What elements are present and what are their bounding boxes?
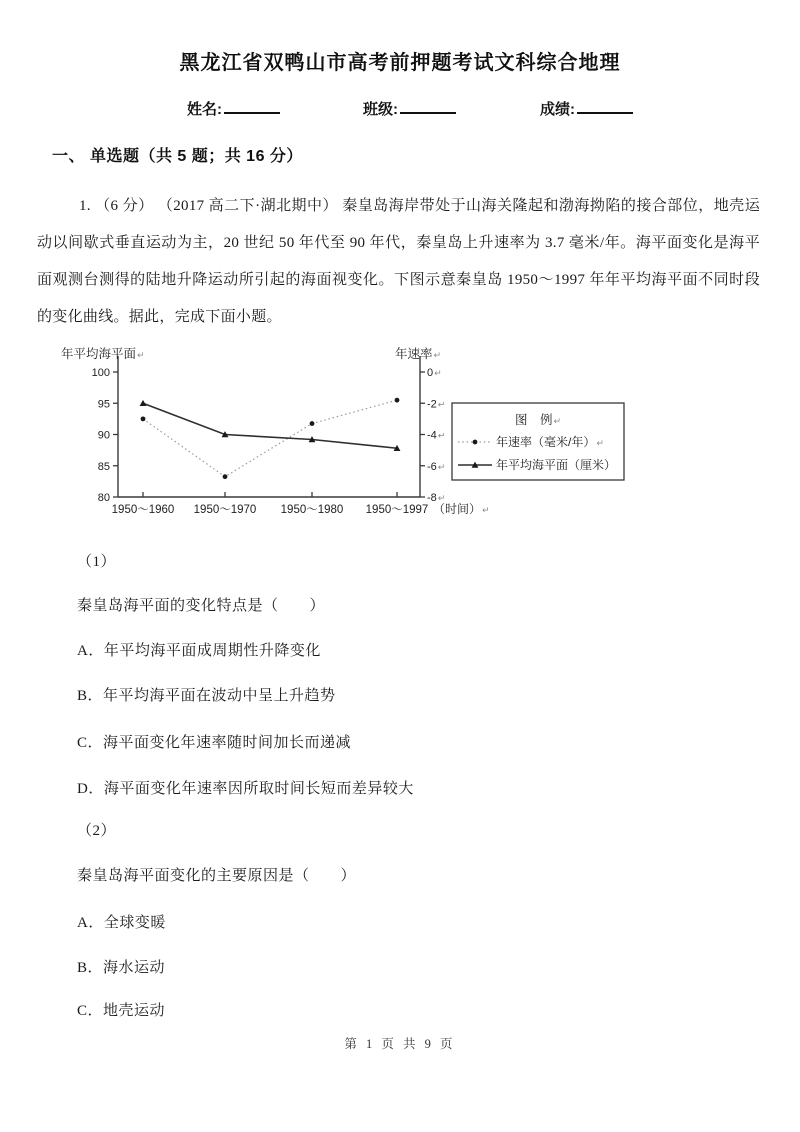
svg-text:-4↵: -4↵: [427, 429, 446, 442]
sub2-prompt: 秦皇岛海平面变化的主要原因是（ ）: [77, 868, 357, 884]
svg-text:80: 80: [97, 492, 110, 504]
svg-text:95: 95: [97, 398, 110, 411]
svg-text:90: 90: [97, 429, 110, 442]
page-number: 第 1 页 共 9 页: [344, 1037, 456, 1051]
svg-text:1950～1970: 1950～1970: [193, 504, 257, 516]
sub2-option-b: B．海水运动: [77, 960, 166, 976]
svg-text:100: 100: [91, 367, 110, 379]
score-field: [540, 98, 633, 119]
page-title: 黑龙江省双鸭山市高考前押题考试文科综合地理: [179, 52, 621, 74]
svg-text:1950～1997: 1950～1997: [365, 504, 429, 516]
svg-text:1950～1980: 1950～1980: [280, 504, 344, 516]
class-blank: [400, 99, 456, 114]
sub1-option-a: A．年平均海平面成周期性升降变化: [77, 643, 321, 659]
svg-text:（时间）↵: （时间）↵: [433, 502, 490, 516]
svg-text:85: 85: [97, 460, 110, 473]
class-label: 班级:: [363, 101, 398, 118]
svg-text:-2↵: -2↵: [427, 398, 446, 411]
svg-text:年速率（毫米/年）↵: 年速率（毫米/年）↵: [496, 435, 604, 449]
svg-text:年速率↵: 年速率↵: [395, 347, 442, 361]
sub1-option-d: D．海平面变化年速率因所取时间长短而差异较大: [77, 781, 414, 797]
svg-text:年平均海平面（厘米）: 年平均海平面（厘米）: [496, 458, 617, 472]
class-field: [363, 98, 456, 119]
svg-text:图 例↵: 图 例↵: [514, 413, 562, 427]
section-heading: 一、 单选题（共 5 题；共 16 分）: [52, 148, 303, 165]
sub1-prompt: 秦皇岛海平面的变化特点是（ ）: [77, 598, 326, 614]
svg-text:1950～1960: 1950～1960: [111, 504, 175, 516]
sea-level-chart: [55, 336, 675, 536]
name-blank: [224, 99, 280, 114]
svg-text:0↵: 0↵: [427, 367, 442, 379]
sub2-option-c: C．地壳运动: [77, 1003, 166, 1019]
question1-stem: 1. （6 分） （2017 高二下·湖北期中） 秦皇岛海岸带处于山海关隆起和渤海拗陷的接合部位，地壳运动以间歇式垂直运动为主，20 世纪 50 年代至 90 年代，秦皇岛上升速率为 3.7 毫米/年。海平面变化是海平面观测台测得的陆地升降运动所引起的海面视变化。下图示意秦皇岛 1950～1997 年年平均海平面不同时段的变化曲线。据此，完成下面小题。: [37, 198, 760, 325]
sub1-label: （1）: [77, 554, 117, 570]
sub2-option-a: A．全球变暖: [77, 915, 166, 931]
score-label: 成绩:: [540, 101, 575, 118]
svg-text:-6↵: -6↵: [427, 460, 446, 473]
sea-level-chart-svg: [55, 336, 675, 536]
name-label: 姓名:: [187, 101, 222, 118]
sub1-option-b: B．年平均海平面在波动中呈上升趋势: [77, 688, 336, 704]
score-blank: [577, 99, 633, 114]
sub1-option-c: C．海平面变化年速率随时间加长而递减: [77, 735, 352, 751]
svg-text:年平均海平面↵: 年平均海平面↵: [61, 347, 145, 361]
sub2-label: （2）: [77, 823, 117, 839]
svg-text:-8↵: -8↵: [427, 492, 446, 504]
name-field: [187, 98, 280, 119]
